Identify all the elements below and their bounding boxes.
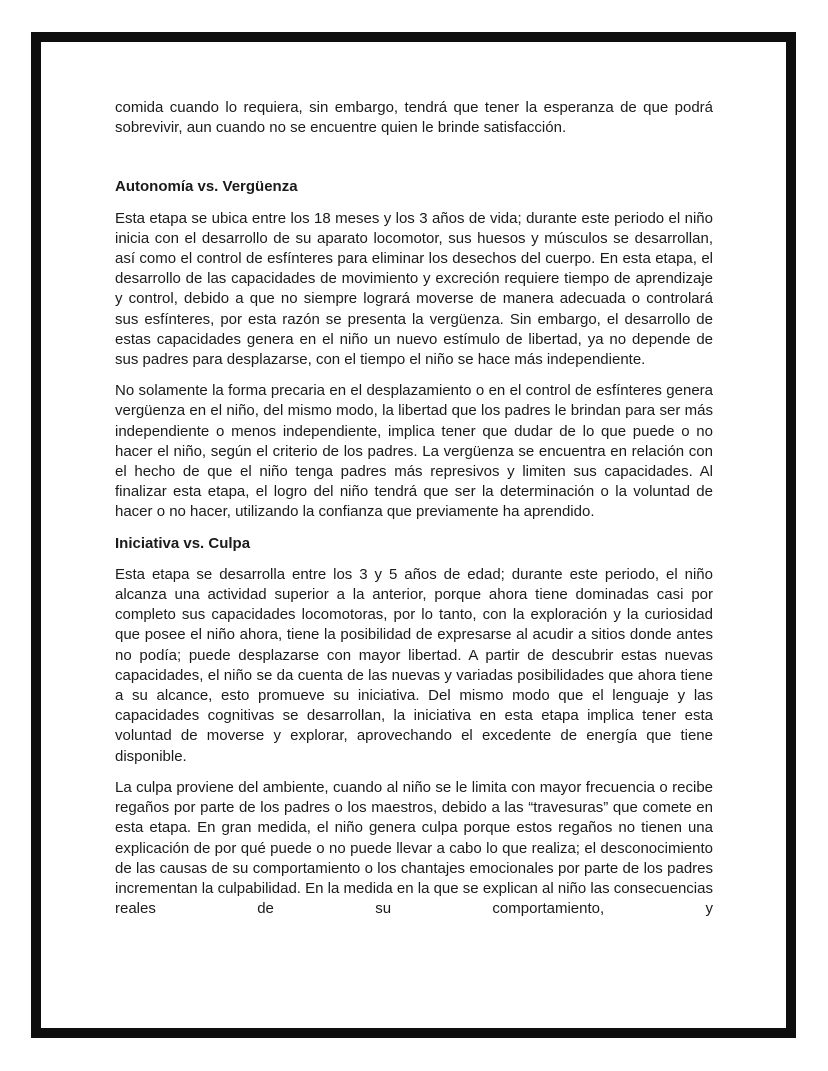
paragraph-continuation-top: comida cuando lo requiera, sin embargo, tendrá que tener la esperanza de que podrá sobrevivir, aun cuando no se encuentre quien le brinde satisfacción. [115,99,713,137]
paragraph-autonomia-1: Esta etapa se ubica entre los 18 meses y los 3 años de vida; durante este periodo el niño inicia con el desarrollo de su aparato locomotor, sus huesos y músculos se desarrollan, así como el control de esfínteres para eliminar los desechos del cuerpo. En esta etapa, el desarrollo de las capacidades de movimiento y excreción requiere tiempo de aprendizaje y control, debido a que no siempre logrará moverse de manera adecuada o controlará sus esfínteres, por esta razón se presenta la vergüenza. Sin embargo, el desarrollo de estas capacidades genera en el niño un nuevo estímulo de libertad, ya no depende de sus padres para desplazarse, con el tiempo el niño se hace más independiente. [115,209,713,369]
paragraph-iniciativa-1: Esta etapa se desarrolla entre los 3 y 5 años de edad; durante este periodo, el niño alcanza una actividad superior a la anterior, porque ahora tiene dominadas casi por completo sus capacidades locomotoras, por lo tanto, con la exploración y la curiosidad que posee el niño ahora, tiene la posibilidad de expresarse al acudir a sitios donde antes no podía; puede desplazarse con mayor libertad. A partir de descubrir estas nuevas capacidades, el niño se da cuenta de las nuevas y variadas posibilidades que ahora tiene a su alcance, esto promueve su iniciativa. Del mismo modo que el lenguaje y las capacidades cognitivas se desarrollan, la iniciativa en esta etapa implica tener esta voluntad de moverse y explorar, aprovechando el excedente de energía que tiene disponible. [115,565,713,765]
heading-iniciativa-vs-culpa: Iniciativa vs. Culpa [115,534,251,552]
paragraph-autonomia-2: No solamente la forma precaria en el desplazamiento o en el control de esfínteres genera vergüenza en el niño, del mismo modo, la libertad que los padres le brindan para ser más independiente o menos independiente, implica tener que dudar de lo que puede o no hacer el niño, según el criterio de los padres. La vergüenza se encuentra en relación con el hecho de que el niño tenga padres más represivos y limiten sus capacidades. Al finalizar esta etapa, el logro del niño tendrá que ser la determinación o la voluntad de hacer o no hacer, utilizando la confianza que previamente ha aprendido. [115,382,713,521]
page-border-frame [31,32,796,1038]
paragraph-culpa-1: La culpa proviene del ambiente, cuando al niño se le limita con mayor frecuencia o recibe regaños por parte de los padres o los maestros, debido a las “travesuras” que comete en esta etapa. En gran medida, el niño genera culpa porque estos regaños no tienen una explicación de por qué puede o no puede llevar a cabo lo que realiza; el desconocimiento de las causas de su comportamiento o los chantajes emocionales por parte de los padres incrementan la culpabilidad. En la medida en la que se explican al niño las consecuencias reales de su comportamiento, y [115,778,713,918]
page-content [51,42,776,1028]
heading-autonomia-vs-verguenza: Autonomía vs. Vergüenza [115,178,298,196]
